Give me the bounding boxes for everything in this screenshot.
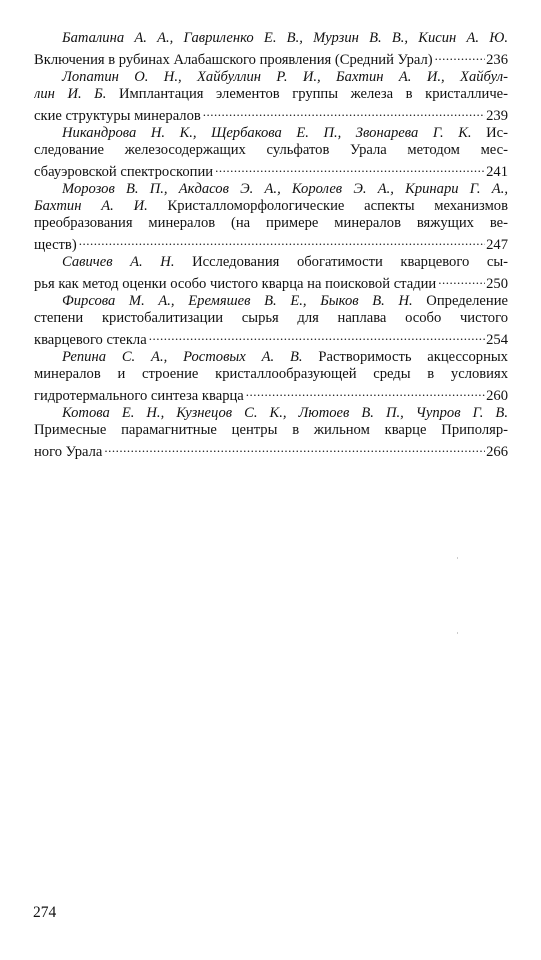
- toc-authors: Репина С. А., Ростовых А. В.: [62, 349, 303, 365]
- toc-entry: [34, 181, 508, 254]
- toc-title: сбауэровской спектроскопии: [34, 164, 214, 180]
- toc-title: Включения в рубинах Алабашского проявления (Средний Урал): [34, 52, 433, 68]
- toc-authors-line: [34, 30, 508, 47]
- toc-title-line: [34, 47, 508, 69]
- toc-entry: [34, 405, 508, 461]
- toc-page: 254: [486, 332, 508, 348]
- toc-title-line: [34, 215, 508, 232]
- dot-leader: [201, 103, 485, 120]
- toc-authors: Морозов В. П., Акдасов Э. А., Королев Э. А., Кринари Г. А.,: [62, 181, 508, 197]
- toc-entry: [34, 125, 508, 181]
- toc-authors-line: [34, 405, 508, 422]
- page-number: 274: [33, 904, 57, 921]
- toc-page: 260: [486, 388, 508, 404]
- dot-leader: [213, 159, 485, 176]
- toc-authors: Баталина А. А., Гавриленко Е. В., Мурзин В. В., Кисин А. Ю.: [62, 30, 508, 46]
- toc-title: Ис-: [486, 125, 508, 141]
- toc-authors-line: [34, 181, 508, 198]
- toc-title: ного Урала: [34, 444, 103, 460]
- toc-entry: [34, 349, 508, 405]
- scan-speck: [457, 632, 458, 634]
- toc-authors: Фирсова М. А., Еремяшев В. Е., Быков В. Н.: [62, 293, 413, 309]
- toc-entry: [34, 69, 508, 125]
- toc-title: ществ): [34, 237, 77, 253]
- toc-title: Определение: [426, 293, 508, 309]
- toc-title: рья как метод оценки особо чистого кварца на поисковой стадии: [34, 276, 437, 292]
- toc-title: кварцевого стекла: [34, 332, 147, 348]
- toc-authors-line: [34, 125, 508, 142]
- toc-entry: [34, 30, 508, 69]
- toc-title: Растворимость акцессорных: [318, 349, 508, 365]
- toc-title-line: [34, 439, 508, 461]
- toc-authors: Савичев А. Н.: [62, 254, 175, 270]
- toc-title-line: [34, 271, 508, 293]
- toc-title: Кристалломорфологические аспекты механизмов: [167, 198, 508, 214]
- scan-speck: [457, 557, 458, 559]
- toc-title-line: [34, 327, 508, 349]
- toc-title-line: [34, 366, 508, 383]
- table-of-contents: [34, 30, 508, 461]
- toc-page: 236: [486, 52, 508, 68]
- toc-page: 241: [486, 164, 508, 180]
- toc-title-line: [34, 232, 508, 254]
- toc-title-line: [34, 142, 508, 159]
- toc-authors-cont: лин И. Б.: [34, 86, 107, 102]
- toc-title-line: [34, 383, 508, 405]
- toc-authors: Лопатин О. Н., Хайбуллин Р. И., Бахтин А. И., Хайбул-: [62, 69, 508, 85]
- toc-title-line: [34, 103, 508, 125]
- toc-authors: Котова Е. Н., Кузнецов С. К., Лютоев В. П., Чупров Г. В.: [62, 405, 508, 421]
- toc-title: Примесные парамагнитные центры в жильном кварце Приполяр-: [34, 422, 508, 438]
- toc-title: Имплантация элементов группы железа в кристалличе-: [118, 86, 508, 102]
- toc-authors-cont: Бахтин А. И.: [34, 198, 148, 214]
- toc-title-line: [34, 198, 508, 215]
- toc-page: 239: [486, 108, 508, 124]
- toc-page: 250: [486, 276, 508, 292]
- dot-leader: [77, 232, 485, 249]
- toc-page: 266: [486, 444, 508, 460]
- dot-leader: [436, 271, 485, 288]
- toc-title: следование железосодержащих сульфатов Урала методом мес-: [34, 142, 508, 158]
- toc-title: Исследования обогатимости кварцевого сы-: [192, 254, 508, 270]
- dot-leader: [102, 439, 485, 456]
- toc-authors: Никандрова Н. К., Щербакова Е. П., Звонарева Г. К.: [62, 125, 472, 141]
- toc-title-line: [34, 422, 508, 439]
- toc-authors-line: [34, 254, 508, 271]
- dot-leader: [244, 383, 485, 400]
- toc-title-line: [34, 310, 508, 327]
- toc-page: 247: [486, 237, 508, 253]
- toc-title: ские структуры минералов: [34, 108, 201, 124]
- toc-title-line: [34, 159, 508, 181]
- dot-leader: [147, 327, 485, 344]
- dot-leader: [433, 47, 485, 64]
- toc-entry: [34, 254, 508, 293]
- toc-title: минералов и строение кристаллообразующей среды в условиях: [34, 366, 508, 382]
- toc-title: степени кристобалитизации сырья для наплава особо чистого: [34, 310, 508, 326]
- toc-title-line: [34, 86, 508, 103]
- toc-title: преобразования минералов (на примере минералов вяжущих ве-: [34, 215, 508, 231]
- toc-title: гидротермального синтеза кварца: [34, 388, 244, 404]
- toc-authors-line: [34, 69, 508, 86]
- toc-entry: [34, 293, 508, 349]
- toc-authors-line: [34, 349, 508, 366]
- toc-authors-line: [34, 293, 508, 310]
